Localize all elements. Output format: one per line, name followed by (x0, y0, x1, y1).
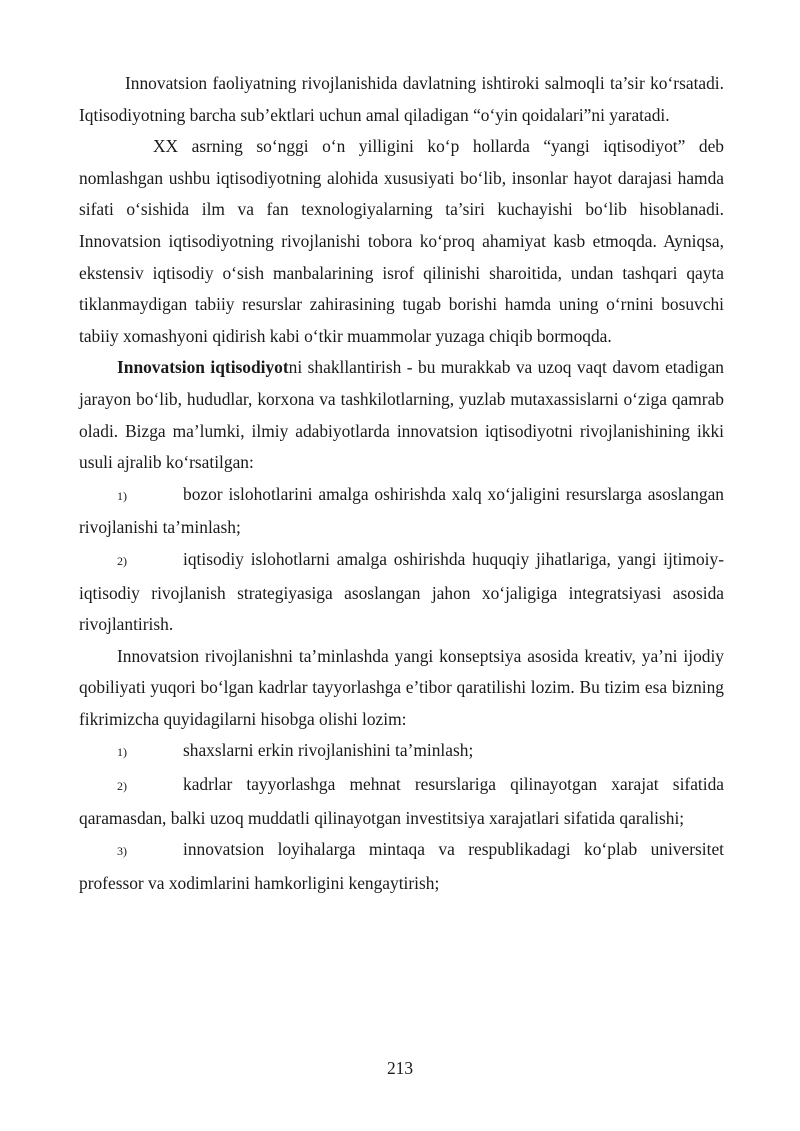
list-item (79, 769, 724, 834)
list-number: 1) (117, 488, 127, 503)
paragraph-innovative-economy-text: ni shakllantirish - bu murakkab va uzoq vaqt davom etadigan jarayon bo‘lib, hududlar, korxona va tashkilotlarning, yuzlab mutaxassislarni o‘ziga qamrab oladi. Bizga ma’lumki, ilmiy adabiyotlarda innovatsion iqtisodiyotni rivojlanishining ikki usuli ajralib ko‘rsatilgan: (79, 357, 724, 473)
list-number: 2) (117, 553, 127, 568)
list-item-text: bozor islohotlarini amalga oshirishda xalq xo‘jaligini resurslarga asoslangan rivojlanishi ta’minlash; (79, 483, 724, 538)
term-innovative-economy: Innovatsion iqtisodiyot (117, 357, 289, 378)
document-page (79, 68, 724, 899)
paragraph-new-economy: XX asrning so‘nggi o‘n yilligini ko‘p hollarda “yangi iqtisodiyot” deb nomlashgan ushbu iqtisodiyotning alohida xususiyati bo‘lib, insonlar hayot darajasi hamda sifati o‘sishida ilm va fan texnologiyalarning ta’siri kuchayishi bo‘lib hisoblanadi. Innovatsion iqtisodiyotning rivojlanishi tobora ko‘proq ahamiyat kasb etmoqda. Ayniqsa, ekstensiv iqtisodiy o‘sish manbalarining isrof qilinishi sharoitida, undan tashqari qayta tiklanmaydigan tabiiy resurslar zahirasining tugab borishi hamda uning o‘rnini bosuvchi tabiiy xomashyoni qidirish kabi o‘tkir muammolar yuzaga chiqib bormoqda. (79, 136, 724, 346)
list-item (79, 544, 724, 641)
list-item-text: innovatsion loyihalarga mintaqa va respublikadagi ko‘plab universitet professor va xodimlarini hamkorligini kengaytirish; (79, 839, 724, 893)
list-item (79, 735, 724, 769)
list-item-text: shaxslarni erkin rivojlanishini ta’minlash; (183, 740, 474, 761)
list-number: 3) (117, 844, 127, 859)
list-item (79, 834, 724, 899)
paragraph-state-role: Innovatsion faoliyatning rivojlanishida davlatning ishtiroki salmoqli ta’sir ko‘rsatadi. Iqtisodiyotning barcha sub’ektlari uchun amal qiladigan “o‘yin qoidalari”ni yaratadi. (79, 73, 724, 125)
list-number: 2) (117, 779, 127, 794)
list-item-text: iqtisodiy islohotlarni amalga oshirishda huquqiy jihatlariga, yangi ijtimoiy- iqtisodiy rivojlanish strategiyasiga asoslangan jahon xo‘jaligiga integratsiyasi asosida rivojlantirish. (79, 548, 724, 635)
list-item (79, 479, 724, 544)
list-number: 1) (117, 745, 127, 760)
paragraph-innovative-development: Innovatsion rivojlanishni ta’minlashda yangi konseptsiya asosida kreativ, ya’ni ijodiy qobiliyati yuqori bo‘lgan kadrlar tayyorlashga e’tibor qaratilishi lozim. Bu tizim esa bizning fikrimizcha quyidagilarni hisobga olishi lozim: (79, 645, 724, 729)
list-item-text: kadrlar tayyorlashga mehnat resurslariga qilinayotgan xarajat sifatida qaramasdan, balki uzoq muddatli qilinayotgan investitsiya xarajatlari sifatida qaralishi; (79, 774, 724, 828)
page-number: 213 (386, 1058, 414, 1078)
paragraph-innovative-economy (79, 352, 724, 478)
